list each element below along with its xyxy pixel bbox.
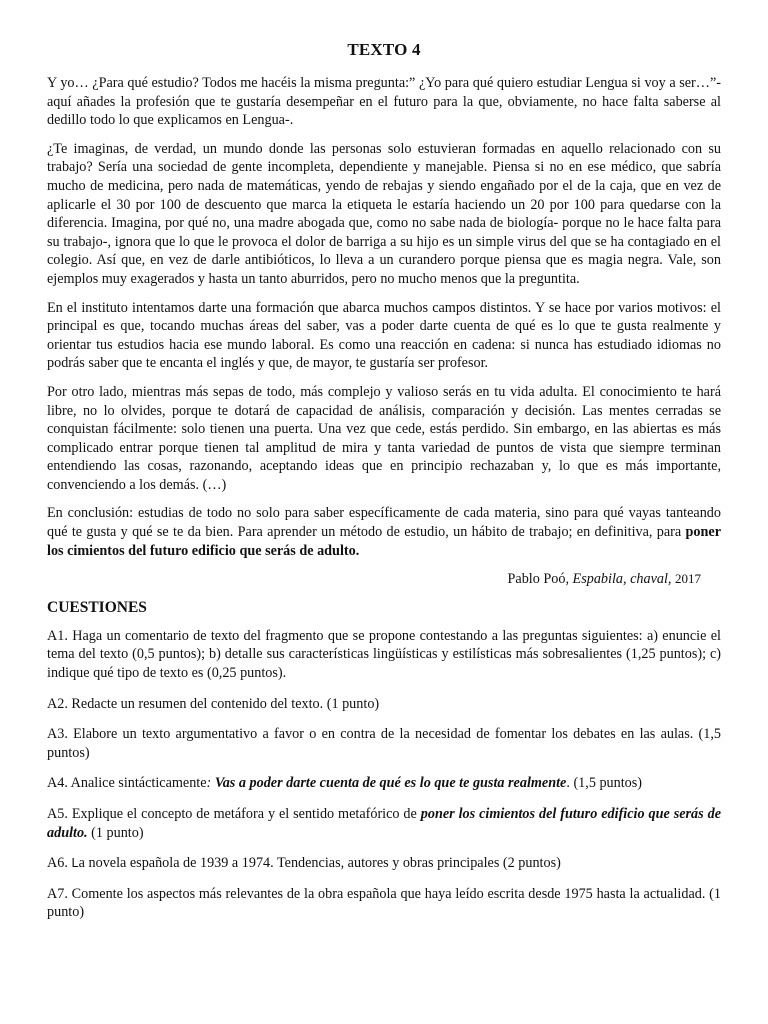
question-a4-prefix: A4. Analice sintácticamente	[47, 775, 207, 792]
question-a4-colon: :	[206, 775, 215, 792]
paragraph-2: ¿Te imaginas, de verdad, un mundo donde las personas solo estuvieran formadas en aquello relacionado con su trabajo? Sería una sociedad de gente incompleta, dependiente y manejable. Piensa si no en ese médico, que sabría mucho de medicina, pero nada de matemáticas, yendo de rebajas y siendo engañado por el de la caja, que en vez de aplicarle el 30 por 100 de descuento que marca la etiqueta le estaría haciendo un 20 por 100 para quedarse con la diferencia. Imagina, por qué no, una madre abogada que, como no sabe nada de biología- porque no le hace falta para su trabajo-, ignora que lo que le provoca el dolor de barriga a su hijo es un simple virus del que se ha contagiado en el colegio. Así que, en vez de darle antibióticos, lo lleva a un curandero porque piensa que es magia negra. Vale, son ejemplos muy exagerados y hasta un tanto aburridos, pero no mucho menos que la preguntita.	[47, 140, 721, 287]
conclusion-text: En conclusión: estudias de todo no solo para saber específicamente de cada materia, sino para qué vayas tanteando qué te gusta y qué se te da bien. Para aprender un método de estudio, un hábito de trabajo; en definitiva, para	[47, 505, 721, 541]
paragraph-4: Por otro lado, mientras más sepas de todo, más complejo y valioso serás en tu vida adulta. El conocimiento te hará libre, no lo olvides, porque te dotará de capacidad de análisis, comparación y decisión. Las mentes cerradas se conquistan fácilmente: solo tienen una puerta. Una vez que cede, estás perdido. Sin embargo, en las abiertas es más complicado entrar porque tienen tal amplitud de mira y tanta variedad de puntos de vista que siempre terminan entendiendo las cosas, razonando, aceptando ideas que en principio rechazaban y, lo que es más importante, convenciendo a los demás. (…)	[47, 383, 721, 493]
conclusion-paragraph	[47, 504, 721, 560]
document-title: TEXTO 4	[347, 40, 421, 59]
question-a5-suffix: (1 punto)	[87, 824, 144, 841]
paragraph-3: En el instituto intentamos darte una formación que abarca muchos campos distintos. Y se hace por varios motivos: el principal es que, tocando muchas áreas del saber, vas a poder darte cuenta de qué es lo que te gusta realmente y orientar tus estudios hacia ese mundo laboral. Es como una reacción en cadena: si nunca has estudiado idiomas no podrás saber que te encanta el inglés y que, de mayor, te gustaría ser profesor.	[47, 299, 721, 372]
signature-work: Espabila, chaval,	[572, 571, 672, 588]
signature	[47, 570, 701, 589]
question-a4-suffix: . (1,5 puntos)	[566, 775, 643, 792]
question-a5-phrase: poner los cimientos del futuro edificio que serás de adulto.	[47, 806, 721, 841]
question-a6-initial: L	[71, 855, 79, 871]
question-a6-prefix: A6.	[47, 855, 72, 872]
conclusion-bold: poner los cimientos del futuro edificio que serás de adulto.	[47, 524, 721, 559]
question-a5-prefix: A5. Explique el concepto de metáfora y el sentido metafórico de	[47, 806, 421, 822]
question-a5	[47, 805, 721, 842]
signature-author: Pablo Poó,	[507, 571, 569, 588]
question-a6-rest: a novela española de 1939 a 1974. Tendencias, autores y obras principales (2 puntos)	[78, 855, 561, 872]
question-a4-sentence: Vas a poder darte cuenta de qué es lo que te gusta realmente	[214, 775, 567, 792]
question-a3: A3. Elabore un texto argumentativo a favor o en contra de la necesidad de fomentar los debates en las aulas. (1,5 puntos)	[47, 726, 721, 761]
question-a7: A7. Comente los aspectos más relevantes de la obra española que haya leído escrita desde 1975 hasta la actualidad. (1 punto)	[47, 885, 721, 921]
signature-year: 2017	[675, 571, 701, 587]
question-a1: A1. Haga un comentario de texto del fragmento que se propone contestando a las preguntas siguientes: a) enuncie el tema del texto (0,5 puntos); b) detalle sus características lingüísticas y estilísticas más sobresalientes (1,25 puntos); c) indique qué tipo de texto es (0,25 puntos).	[47, 627, 721, 682]
question-a6	[47, 854, 721, 873]
question-a4	[47, 774, 721, 793]
paragraph-1: Y yo… ¿Para qué estudio? Todos me hacéis la misma pregunta:” ¿Yo para qué quiero estudiar Lengua si voy a ser…”- aquí añades la profesión que te gustaría desempeñar en el futuro para la que, obviamente, no hace falta saberse al dedillo todo lo que explicamos en Lengua-.	[47, 75, 721, 129]
document-page	[47, 40, 721, 934]
questions-heading: CUESTIONES	[47, 598, 147, 616]
question-a2: A2. Redacte un resumen del contenido del texto. (1 punto)	[47, 695, 380, 712]
